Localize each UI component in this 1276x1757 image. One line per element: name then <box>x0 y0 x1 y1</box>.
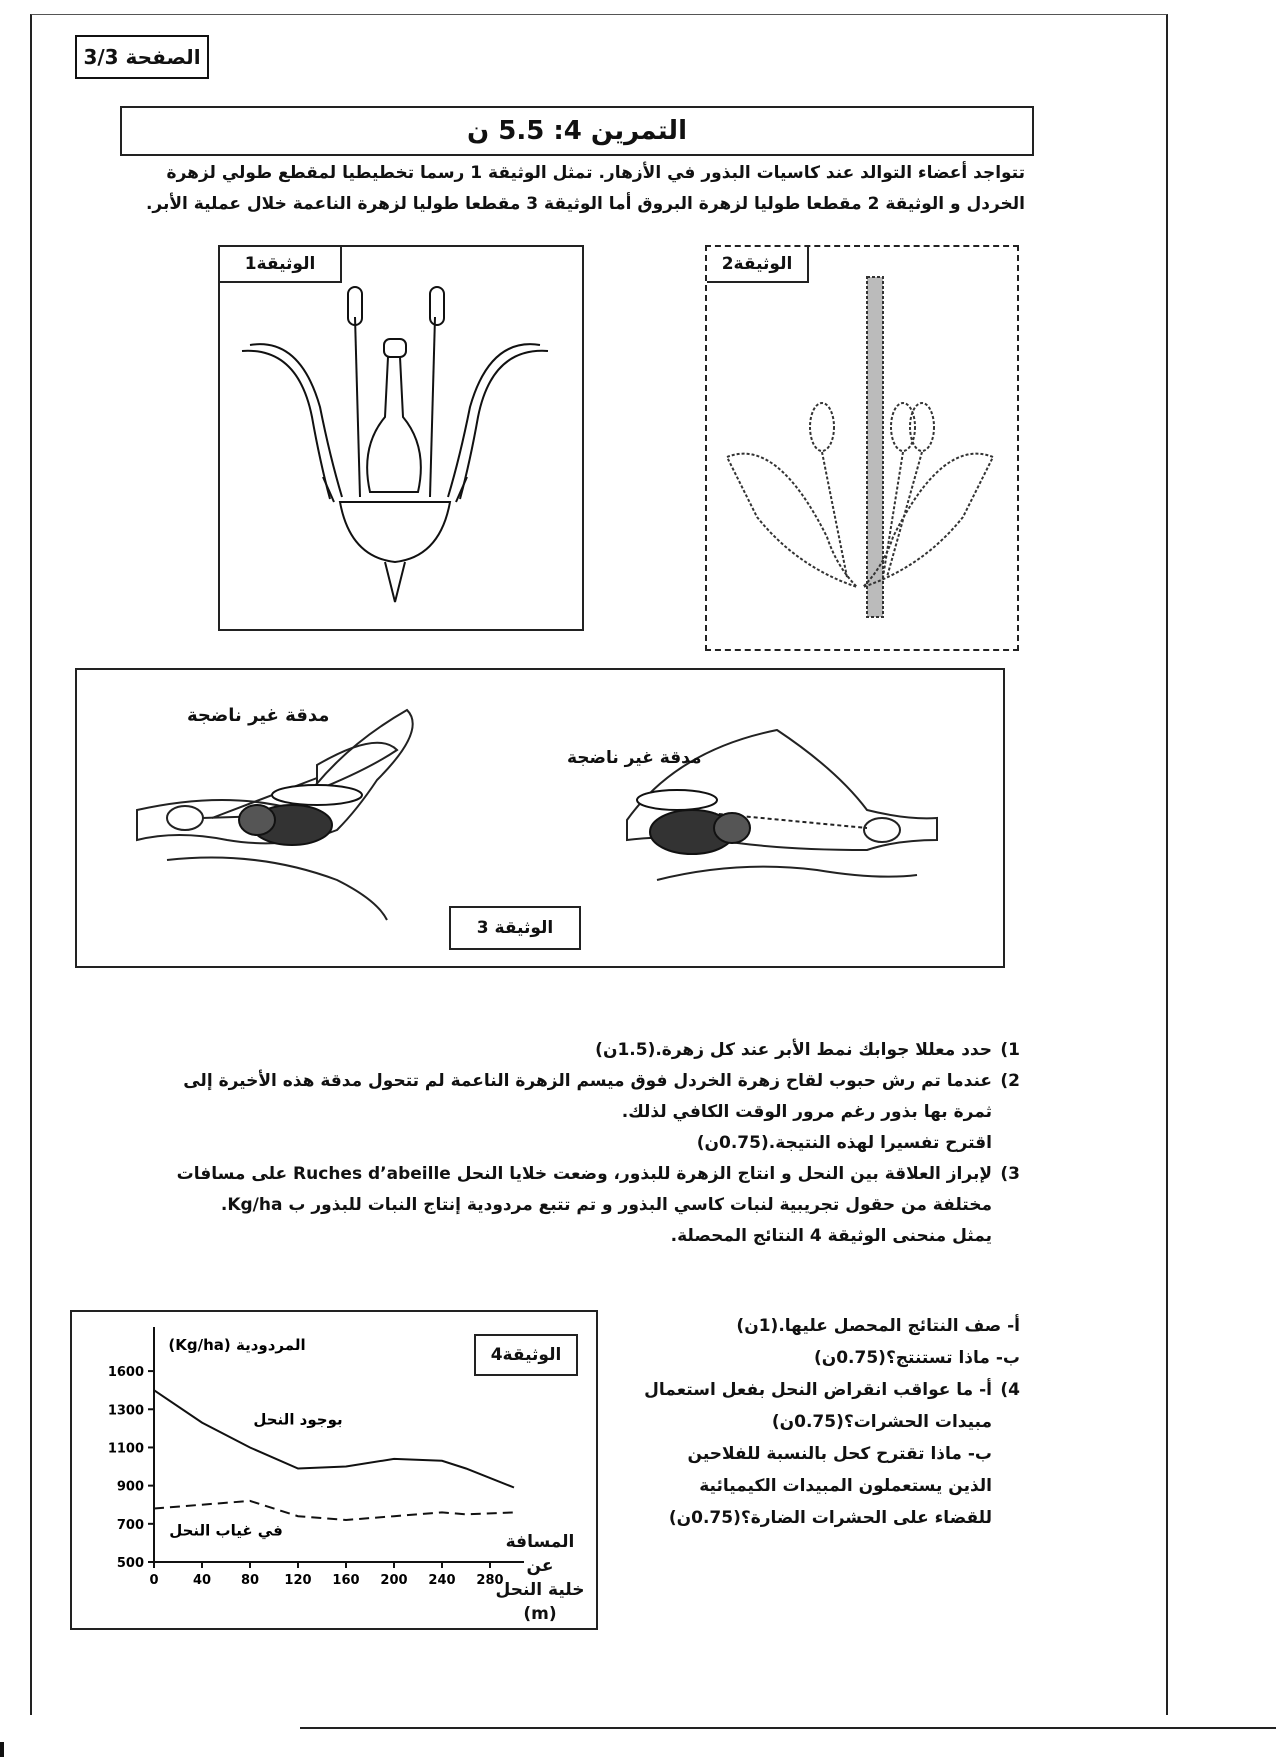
document-3-box <box>75 668 1005 968</box>
x-tick-label: 280 <box>476 1573 504 1588</box>
page-number-box <box>75 35 209 79</box>
document-2-label: الوثيقة2 <box>707 247 809 283</box>
document-3-label: الوثيقة 3 <box>449 906 581 950</box>
intro-line-1: تتواجد أعضاء التوالد عند كاسيات البذور في الأزهار. تمثل الوثيقة 1 رسما تخطيطيا لمقطع طولي لزهرة <box>166 163 1025 183</box>
y-tick-label: 1600 <box>107 1365 144 1381</box>
questions-block <box>100 1035 1020 1252</box>
question-3-line-3: يمثل منحنى الوثيقة 4 النتائج المحصلة. <box>670 1226 992 1246</box>
question-3-line-1: لإبراز العلاقة بين النحل و انتاج الزهرة للبذور، وضعت خلايا النحل Ruches d’abeille على مسافات <box>176 1164 992 1184</box>
y-tick-label: 1100 <box>107 1441 144 1457</box>
question-3 <box>100 1159 1020 1190</box>
x-axis-label-line-1: المسافة عن <box>505 1532 575 1576</box>
document-1-label: الوثيقة1 <box>220 247 342 283</box>
question-2-line-1: عندما تم رش حبوب لقاح زهرة الخردل فوق ميسم الزهرة الناعمة لم تتحول مدقة هذه الأخيرة إلى <box>183 1071 992 1091</box>
series-line-without-bees <box>154 1501 514 1520</box>
x-axis-label <box>490 1530 590 1626</box>
series-label-without-bees: في غياب النحل <box>169 1521 283 1540</box>
exercise-title <box>120 106 1034 156</box>
question-4 <box>640 1374 1020 1406</box>
question-1 <box>100 1035 1020 1066</box>
y-tick-label: 1300 <box>107 1403 144 1419</box>
x-tick-label: 80 <box>240 1573 260 1588</box>
question-4a-line-2: مبيدات الحشرات؟(0.75ن) <box>771 1412 992 1432</box>
question-3-line-2: مختلفة من حقول تجريبية لنبات كاسي البذور و تم تتبع مردودية إنتاج النبات للبذور ب Kg/ha. <box>220 1195 992 1215</box>
question-2-line-2: ثمرة بها بذور رغم مرور الوقت الكافي لذلك. <box>621 1102 992 1122</box>
x-tick-label: 160 <box>332 1573 360 1588</box>
y-tick-label: 900 <box>116 1479 144 1495</box>
flower-diagram-1 <box>220 247 578 625</box>
question-3-number: 3) <box>1000 1164 1020 1184</box>
y-tick-label: 500 <box>116 1556 144 1571</box>
document-2-box <box>705 245 1019 651</box>
question-4b-line-3: للقضاء على الحشرات الضارة؟(0.75ن) <box>668 1508 992 1528</box>
question-2-line-3: اقترح تفسيرا لهذه النتيجة.(0.75ن) <box>696 1133 992 1153</box>
x-tick-label: 200 <box>380 1573 408 1588</box>
page-number: الصفحة 3/3 <box>83 45 201 69</box>
question-1-number: 1) <box>1000 1040 1020 1060</box>
question-4b-line-1: ب- ماذا تقترح كحل بالنسبة للفلاحين <box>687 1444 992 1464</box>
edge-mark <box>0 1742 4 1757</box>
question-3a: أ- صف النتائج المحصل عليها.(1ن) <box>736 1316 1020 1336</box>
question-4a-line-1: أ- ما عواقب انقراض النحل بفعل استعمال <box>644 1380 992 1400</box>
footer-rule <box>300 1727 1276 1729</box>
exercise-intro <box>140 158 1025 220</box>
y-axis-label: المردودية (Kg/ha) <box>168 1336 306 1354</box>
question-4b-line-2: الذين يستعملون المبيدات الكيميائية <box>699 1476 992 1496</box>
sub-questions <box>640 1310 1020 1534</box>
intro-line-2: الخردل و الوثيقة 2 مقطعا طوليا لزهرة البروق أما الوثيقة 3 مقطعا طوليا لزهرة الناعمة خلال عملية الأبر. <box>145 194 1025 214</box>
x-axis-label-line-2: خلية النحل <box>495 1580 585 1600</box>
doc3-left-caption: مدقة غير ناضجة <box>187 705 330 726</box>
question-3b: ب- ماذا تستنتج؟(0.75ن) <box>813 1348 1020 1368</box>
doc3-right-caption: مدقة غير ناضجة <box>567 748 702 768</box>
x-tick-label: 240 <box>428 1573 456 1588</box>
exercise-title-text: التمرين 4: 5.5 ن <box>467 116 687 146</box>
x-tick-label: 0 <box>149 1573 159 1588</box>
x-tick-label: 120 <box>284 1573 312 1588</box>
flower-diagram-2 <box>707 247 1013 645</box>
question-2 <box>100 1066 1020 1097</box>
series-label-with-bees: بوجود النحل <box>253 1410 343 1429</box>
x-axis-label-line-3: (m) <box>523 1604 557 1624</box>
bee-left <box>239 785 362 845</box>
bee-right <box>637 790 750 854</box>
series-line-with-bees <box>154 1390 514 1487</box>
x-tick-label: 40 <box>192 1573 212 1588</box>
document-4-label: الوثيقة4 <box>474 1334 578 1376</box>
question-2-number: 2) <box>1000 1071 1020 1091</box>
document-1-box <box>218 245 584 631</box>
question-1-text: حدد معللا جوابك نمط الأبر عند كل زهرة.(1.5ن) <box>595 1040 992 1060</box>
y-tick-label: 700 <box>116 1517 144 1533</box>
question-4-number: 4) <box>1000 1380 1020 1400</box>
